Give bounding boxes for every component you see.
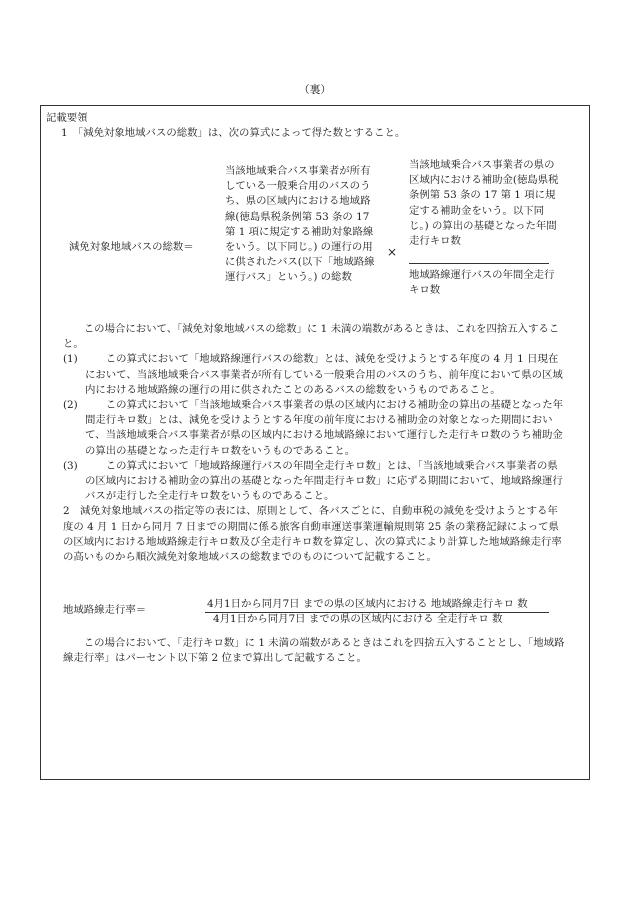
item1-paragraph: この場合において、「減免対象地域バスの総数」に 1 未満の端数があるときは、これを四捨五入すること。 <box>63 323 560 351</box>
item2-notes <box>63 636 568 666</box>
subitem-2 <box>63 398 568 459</box>
item2-paragraph: この場合において、「走行キロ数」に 1 未満の端数があるときはこれを四捨五入することとし、「地域路線走行率」はパーセント以下第 2 位まで算出して記載すること。 <box>63 637 565 665</box>
section-title: 記載要領 <box>46 112 88 124</box>
subitem-1 <box>63 352 568 398</box>
subitem-3 <box>63 459 568 505</box>
formula1-lhs: 減免対象地域バスの総数＝ <box>69 241 194 253</box>
multiply-sign: × <box>387 245 398 259</box>
formula2-lhs: 地域路線走行率＝ <box>63 604 147 616</box>
subitem-text: この算式において「地域路線運行バスの年間全走行キロ数」とは、「当該地域乗合バス事業者の県の区域内における補助金の算出の基礎となった年間走行キロ数」に応ずる期間において、地域路線運行バスが走行した全走行キロ数をいうものであること。 <box>85 459 563 503</box>
subitem-number: (1) <box>63 353 78 366</box>
formula1-numerator-left: 当該地域乗合バス事業者が所有している一般乗合用のバスのうち、県の区域内における地域路線(徳島県税条例第 53 条の 17 第 1 項に規定する補助対象路線をいう。以下同じ。) の運行の用に供されたバス(以下「地域路線運行バス」という。) の総数 <box>225 165 375 284</box>
subitem-number: (3) <box>63 459 78 472</box>
fraction-bar <box>409 263 549 264</box>
formula1-denominator: 地域路線運行バスの年間全走行キロ数 <box>409 269 555 297</box>
subitem-text: この算式において「地域路線運行バスの総数」とは、減免を受けようとする年度の 4 月 1 日現在において、当該地域乗合バス事業者が所有している一般乗合用のバスのうち、前年度において県の区域内における地域路線の運行の用に供されたことのあるバスの総数をいうものであること。 <box>85 353 563 396</box>
item2-text: 2 減免対象地域バスの指定等の表には、原則として、各バスごとに、自動車税の減免を受けようとする年度の 4 月 1 日から同月 7 日までの期間に係る旅客自動車運送事業運輸規則第 25 条の業務記録によって県の区域内における地域路線走行キロ数及び全走行キロ数を算定し、次の算式により計算した地域路線走行率の高いものから順次減免対象地域バスの総数までのものについて記載すること。 <box>63 505 562 564</box>
formula2-numerator: 4月1日から同月7日 までの県の区域内における 地域路線走行キロ 数 <box>207 598 528 610</box>
subitem-number: (2) <box>63 399 78 412</box>
formula1-numerator-right: 当該地域乗合バス事業者の県の区域内における補助金(徳島県税条例第 53 条の 17 第 1 項に規定する補助金をいう。以下同じ。) の算出の基礎となった年間走行キロ数 <box>409 159 559 248</box>
subitem-text: この算式において「当該地域乗合バス事業者の県の区域内における補助金の算出の基礎となった年間走行キロ数」とは、減免を受けようとする年度の前年度における補助金の対象となった期間において、当該地域乗合バス事業者が県の区域内における地域路線において運行した走行キロ数のうち補助金の算出の基礎となった走行キロ数をいうものであること。 <box>85 399 563 457</box>
item1-notes <box>63 322 568 565</box>
page-header: （裏） <box>298 83 332 96</box>
item1-heading: 1 「減免対象地域バスの総数」は、次の算式によって得た数とすること。 <box>61 127 406 139</box>
instructions-frame <box>40 105 590 780</box>
item2-formula <box>63 597 568 627</box>
formula2-denominator: 4月1日から同月7日 までの県の区域内における 全走行キロ 数 <box>213 613 503 625</box>
